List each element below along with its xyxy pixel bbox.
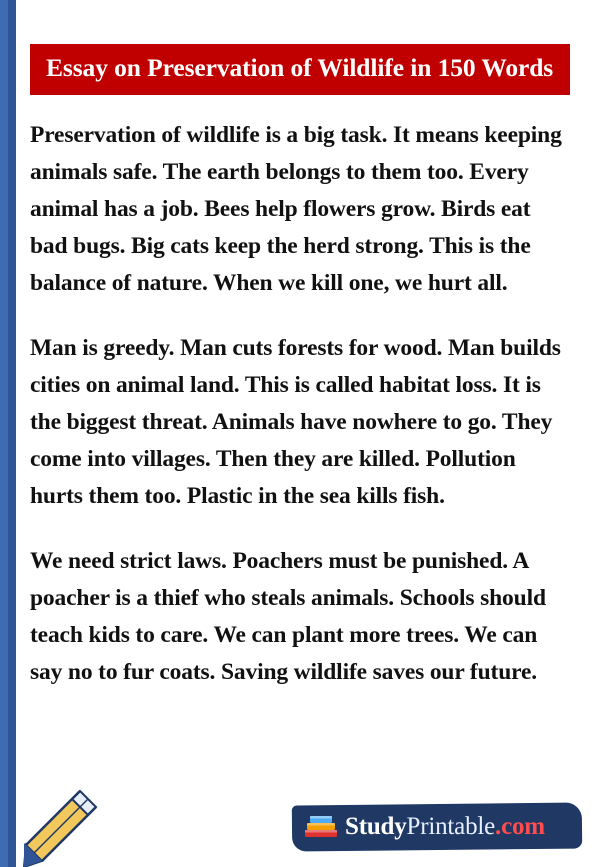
left-accent-bar — [0, 0, 16, 867]
logo-content — [292, 804, 582, 850]
paragraph: We need strict laws. Poachers must be punished. A poacher is a thief who steals animals. Schools should teach kids to care. We can plant more trees. We can say no to fur coats. Saving wildlife saves our future. — [30, 547, 546, 685]
paragraph: Preservation of wildlife is a big task. It means keeping animals safe. The earth belongs to them too. Every animal has a job. Bees help flowers grow. Birds eat bad bugs. Big cats keep the herd strong. This is the balance of nature. When we kill one, we hurt all. — [30, 121, 562, 296]
left-accent-bar-inner — [0, 0, 8, 867]
logo-text-study: Study — [345, 813, 407, 840]
logo-badge[interactable] — [292, 804, 582, 850]
page-title: Essay on Preservation of Wildlife in 150 Words — [30, 44, 570, 95]
document-content — [16, 0, 600, 867]
essay-body — [30, 117, 570, 691]
logo-text-printable: Printable — [406, 813, 496, 840]
logo-text-com: .com — [495, 813, 545, 840]
books-icon — [304, 814, 338, 840]
pencil-icon — [18, 785, 114, 867]
paragraph: Man is greedy. Man cuts forests for wood. Man builds cities on animal land. This is called habitat loss. It is the biggest threat. Animals have nowhere to go. They come into villages. Then they are killed. Pollution hurts them too. Plastic in the sea kills fish. — [30, 334, 561, 509]
site-logo[interactable] — [292, 805, 582, 849]
